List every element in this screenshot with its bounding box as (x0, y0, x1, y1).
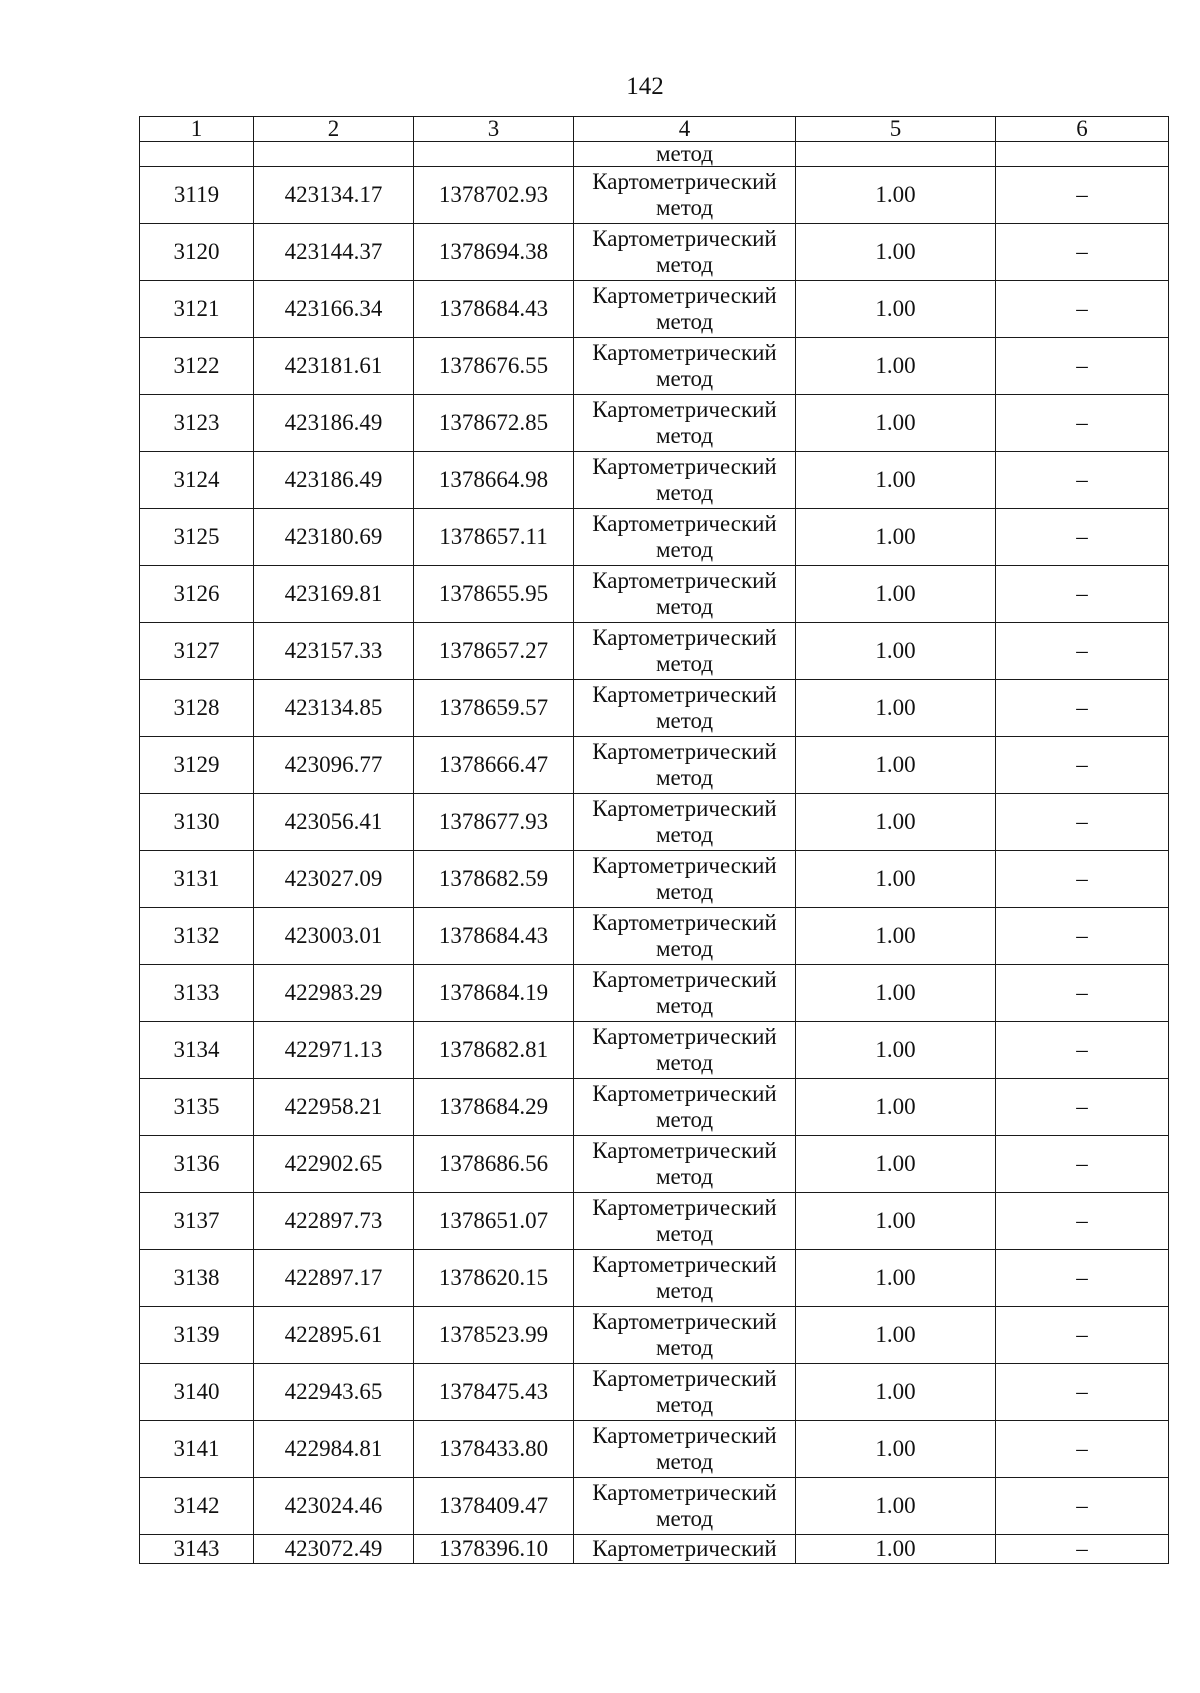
coord-x: 423181.61 (254, 338, 414, 395)
note: – (996, 680, 1169, 737)
method-cell (574, 737, 796, 794)
method-suffix: метод (655, 195, 714, 220)
method-label: Картометрический (592, 796, 777, 821)
coord-x: 423186.49 (254, 395, 414, 452)
note: – (996, 566, 1169, 623)
table-row (140, 623, 1169, 680)
coord-y: 1378686.56 (414, 1136, 574, 1193)
coord-y: 1378684.43 (414, 281, 574, 338)
note: – (996, 1250, 1169, 1307)
method-suffix: метод (655, 1506, 714, 1531)
header-col-3: 3 (414, 117, 574, 142)
note: – (996, 1364, 1169, 1421)
method-suffix: метод (655, 423, 714, 448)
coord-y: 1378651.07 (414, 1193, 574, 1250)
note: – (996, 452, 1169, 509)
method-suffix: метод (655, 1335, 714, 1360)
point-number: 3124 (140, 452, 254, 509)
coord-x: 422943.65 (254, 1364, 414, 1421)
accuracy: 1.00 (796, 737, 996, 794)
continuation-row (140, 142, 1169, 167)
coord-y: 1378684.19 (414, 965, 574, 1022)
method-cell (574, 281, 796, 338)
table-row (140, 224, 1169, 281)
coord-y: 1378659.57 (414, 680, 574, 737)
coord-x: 423003.01 (254, 908, 414, 965)
coord-y: 1378657.11 (414, 509, 574, 566)
table-row (140, 509, 1169, 566)
note: – (996, 965, 1169, 1022)
note: – (996, 1535, 1169, 1564)
coord-x: 422984.81 (254, 1421, 414, 1478)
table-row (140, 566, 1169, 623)
point-number: 3119 (140, 167, 254, 224)
method-suffix: метод (655, 879, 714, 904)
table-row (140, 1022, 1169, 1079)
method-label: Картометрический (592, 739, 777, 764)
method-cell (574, 1193, 796, 1250)
point-number: 3142 (140, 1478, 254, 1535)
coord-y: 1378676.55 (414, 338, 574, 395)
method-cell (574, 1250, 796, 1307)
method-suffix: метод (655, 651, 714, 676)
coord-x: 423096.77 (254, 737, 414, 794)
method-label: Картометрический (592, 1138, 777, 1163)
table-row (140, 1079, 1169, 1136)
method-label: Картометрический (592, 397, 777, 422)
point-number: 3143 (140, 1535, 254, 1564)
note: – (996, 395, 1169, 452)
method-label: Картометрический (592, 910, 777, 935)
note: – (996, 851, 1169, 908)
note: – (996, 623, 1169, 680)
method-suffix: метод (655, 480, 714, 505)
method-label: Картометрический (592, 340, 777, 365)
method-cell (574, 1136, 796, 1193)
table-row (140, 1250, 1169, 1307)
method-label: Картометрический (592, 1366, 777, 1391)
point-number: 3123 (140, 395, 254, 452)
accuracy: 1.00 (796, 1421, 996, 1478)
method-cell (574, 1022, 796, 1079)
coord-y: 1378523.99 (414, 1307, 574, 1364)
coord-y: 1378684.29 (414, 1079, 574, 1136)
coord-x: 422983.29 (254, 965, 414, 1022)
accuracy: 1.00 (796, 794, 996, 851)
coord-x: 422958.21 (254, 1079, 414, 1136)
method-label: Картометрический (592, 283, 777, 308)
method-cell (574, 224, 796, 281)
method-cell (574, 1364, 796, 1421)
accuracy: 1.00 (796, 623, 996, 680)
coord-x: 423180.69 (254, 509, 414, 566)
header-col-2: 2 (254, 117, 414, 142)
coord-y: 1378682.59 (414, 851, 574, 908)
accuracy: 1.00 (796, 1250, 996, 1307)
point-number: 3126 (140, 566, 254, 623)
coord-x: 422897.73 (254, 1193, 414, 1250)
coord-x: 423166.34 (254, 281, 414, 338)
method-label: Картометрический (592, 511, 777, 536)
coord-y: 1378657.27 (414, 623, 574, 680)
coord-y: 1378409.47 (414, 1478, 574, 1535)
table-row (140, 338, 1169, 395)
coord-y: 1378666.47 (414, 737, 574, 794)
method-suffix: метод (655, 1392, 714, 1417)
continuation-cell-3 (414, 142, 574, 167)
point-number: 3137 (140, 1193, 254, 1250)
point-number: 3129 (140, 737, 254, 794)
method-label: Картометрический (592, 967, 777, 992)
point-number: 3134 (140, 1022, 254, 1079)
point-number: 3133 (140, 965, 254, 1022)
table-row (140, 1307, 1169, 1364)
point-number: 3139 (140, 1307, 254, 1364)
continuation-cell-1 (140, 142, 254, 167)
page-number: 142 (626, 73, 664, 100)
header-col-1: 1 (140, 117, 254, 142)
note: – (996, 908, 1169, 965)
method-label: Картометрический (592, 1480, 777, 1505)
coord-x: 423186.49 (254, 452, 414, 509)
table-row (140, 851, 1169, 908)
point-number: 3136 (140, 1136, 254, 1193)
method-cell (574, 1307, 796, 1364)
note: – (996, 167, 1169, 224)
method-cell (574, 1421, 796, 1478)
method-suffix: метод (655, 1278, 714, 1303)
method-suffix: метод (655, 1221, 714, 1246)
coord-y: 1378433.80 (414, 1421, 574, 1478)
table-row (140, 452, 1169, 509)
accuracy: 1.00 (796, 1478, 996, 1535)
method-label: Картометрический (592, 1252, 777, 1277)
coord-x: 423157.33 (254, 623, 414, 680)
accuracy: 1.00 (796, 281, 996, 338)
point-number: 3138 (140, 1250, 254, 1307)
coord-y: 1378672.85 (414, 395, 574, 452)
method-label: Картометрический (592, 568, 777, 593)
method-cell (574, 1079, 796, 1136)
method-label: Картометрический (592, 1309, 777, 1334)
point-number: 3125 (140, 509, 254, 566)
method-label: Картометрический (592, 1195, 777, 1220)
note: – (996, 1307, 1169, 1364)
point-number: 3131 (140, 851, 254, 908)
method-label: Картометрический (592, 1024, 777, 1049)
coord-y: 1378694.38 (414, 224, 574, 281)
coord-x: 422897.17 (254, 1250, 414, 1307)
note: – (996, 1022, 1169, 1079)
method-suffix: метод (655, 708, 714, 733)
method-cell (574, 452, 796, 509)
point-number: 3121 (140, 281, 254, 338)
method-cell (574, 509, 796, 566)
method-label: Картометрический (592, 454, 777, 479)
method-suffix: метод (655, 252, 714, 277)
note: – (996, 224, 1169, 281)
accuracy: 1.00 (796, 395, 996, 452)
coord-x: 423072.49 (254, 1535, 414, 1564)
note: – (996, 1421, 1169, 1478)
coord-x: 422895.61 (254, 1307, 414, 1364)
coord-x: 423024.46 (254, 1478, 414, 1535)
method-suffix: метод (655, 366, 714, 391)
table-row (140, 794, 1169, 851)
coord-x: 423134.17 (254, 167, 414, 224)
coord-x: 423169.81 (254, 566, 414, 623)
accuracy: 1.00 (796, 452, 996, 509)
point-number: 3122 (140, 338, 254, 395)
accuracy: 1.00 (796, 965, 996, 1022)
coordinates-table (139, 116, 1169, 1564)
header-col-6: 6 (996, 117, 1169, 142)
method-suffix: метод (655, 993, 714, 1018)
table-row-last (140, 1535, 1169, 1564)
method-label: Картометрический (592, 226, 777, 251)
table-row (140, 167, 1169, 224)
table-row (140, 680, 1169, 737)
table-row (140, 1478, 1169, 1535)
note: – (996, 509, 1169, 566)
method-suffix: метод (655, 1107, 714, 1132)
coord-y: 1378702.93 (414, 167, 574, 224)
point-number: 3140 (140, 1364, 254, 1421)
method-cell (574, 338, 796, 395)
coord-x: 423027.09 (254, 851, 414, 908)
accuracy: 1.00 (796, 851, 996, 908)
method-label: Картометрический (592, 853, 777, 878)
method-cell (574, 851, 796, 908)
note: – (996, 1079, 1169, 1136)
method-cell (574, 680, 796, 737)
point-number: 3141 (140, 1421, 254, 1478)
point-number: 3120 (140, 224, 254, 281)
method-suffix: метод (655, 822, 714, 847)
accuracy: 1.00 (796, 566, 996, 623)
point-number: 3135 (140, 1079, 254, 1136)
continuation-cell-6 (996, 142, 1169, 167)
note: – (996, 1478, 1169, 1535)
table-row (140, 908, 1169, 965)
method-label: Картометрический (592, 682, 777, 707)
method-suffix: метод (655, 1050, 714, 1075)
accuracy: 1.00 (796, 167, 996, 224)
header-row (140, 117, 1169, 142)
note: – (996, 1193, 1169, 1250)
note: – (996, 338, 1169, 395)
note: – (996, 1136, 1169, 1193)
coord-y: 1378620.15 (414, 1250, 574, 1307)
note: – (996, 794, 1169, 851)
method-label: Картометрический (592, 1423, 777, 1448)
accuracy: 1.00 (796, 1022, 996, 1079)
method-cell (574, 794, 796, 851)
method-suffix: метод (655, 537, 714, 562)
method-suffix: метод (655, 936, 714, 961)
accuracy: 1.00 (796, 1364, 996, 1421)
point-number: 3132 (140, 908, 254, 965)
coord-y: 1378655.95 (414, 566, 574, 623)
accuracy: 1.00 (796, 908, 996, 965)
method-cell (574, 623, 796, 680)
coord-y: 1378677.93 (414, 794, 574, 851)
accuracy: 1.00 (796, 1307, 996, 1364)
table-row (140, 1136, 1169, 1193)
coord-y: 1378475.43 (414, 1364, 574, 1421)
coord-x: 423134.85 (254, 680, 414, 737)
note: – (996, 737, 1169, 794)
coord-x: 422902.65 (254, 1136, 414, 1193)
table-row (140, 1421, 1169, 1478)
method-label: Картометрический (592, 169, 777, 194)
note: – (996, 281, 1169, 338)
table-row (140, 965, 1169, 1022)
method-cell (574, 908, 796, 965)
method-label: Картометрический (592, 1081, 777, 1106)
method-suffix: метод (655, 1449, 714, 1474)
table-row (140, 1193, 1169, 1250)
accuracy: 1.00 (796, 1136, 996, 1193)
method-cell (574, 566, 796, 623)
point-number: 3130 (140, 794, 254, 851)
method-label: Картометрический (592, 625, 777, 650)
method-cell (574, 167, 796, 224)
method-cell (574, 395, 796, 452)
table-row (140, 281, 1169, 338)
point-number: 3127 (140, 623, 254, 680)
header-col-4: 4 (574, 117, 796, 142)
accuracy: 1.00 (796, 224, 996, 281)
method-suffix: метод (655, 765, 714, 790)
accuracy: 1.00 (796, 1079, 996, 1136)
coord-y: 1378396.10 (414, 1535, 574, 1564)
continuation-cell-5 (796, 142, 996, 167)
coord-y: 1378682.81 (414, 1022, 574, 1079)
method-cell (574, 1478, 796, 1535)
method-suffix: метод (655, 309, 714, 334)
accuracy: 1.00 (796, 1193, 996, 1250)
method-label: Картометрический (574, 1535, 796, 1564)
coord-y: 1378684.43 (414, 908, 574, 965)
coord-x: 423144.37 (254, 224, 414, 281)
table-row (140, 737, 1169, 794)
coord-x: 422971.13 (254, 1022, 414, 1079)
continuation-method: метод (574, 142, 796, 167)
accuracy: 1.00 (796, 338, 996, 395)
accuracy: 1.00 (796, 680, 996, 737)
header-col-5: 5 (796, 117, 996, 142)
coord-y: 1378664.98 (414, 452, 574, 509)
method-suffix: метод (655, 594, 714, 619)
method-cell (574, 965, 796, 1022)
coord-x: 423056.41 (254, 794, 414, 851)
accuracy: 1.00 (796, 509, 996, 566)
continuation-cell-2 (254, 142, 414, 167)
table-row (140, 1364, 1169, 1421)
point-number: 3128 (140, 680, 254, 737)
table-row (140, 395, 1169, 452)
method-suffix: метод (655, 1164, 714, 1189)
accuracy: 1.00 (796, 1535, 996, 1564)
